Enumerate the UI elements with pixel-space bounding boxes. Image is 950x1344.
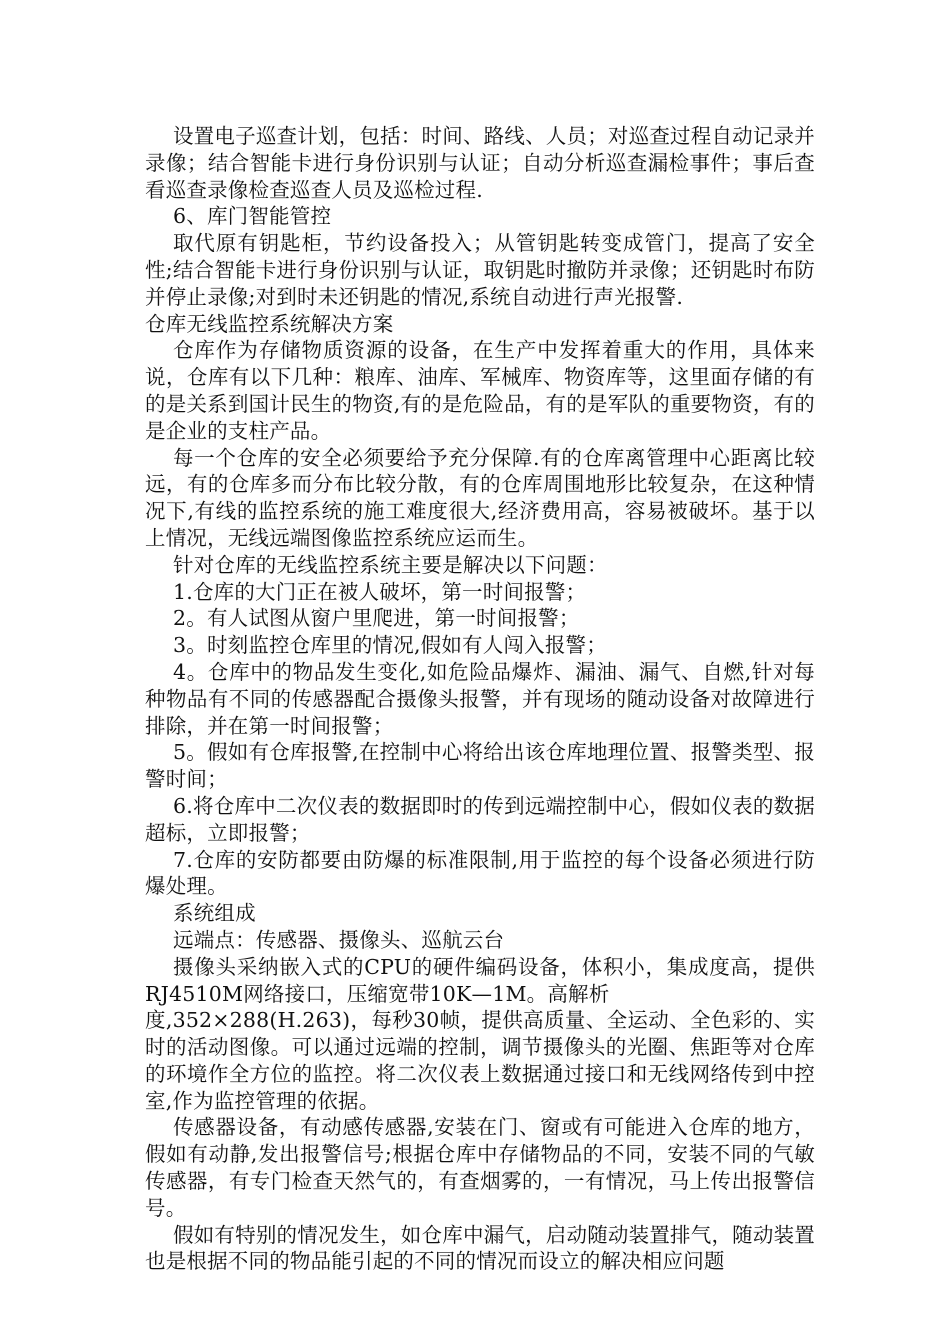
paragraph-warehouse-security: 每一个仓库的安全必须要给予充分保障.有的仓库离管理中心距离比较远，有的仓库多而分布比较分散，有的仓库周围地形比较复杂，在这种情况下,有线的监控系统的施工难度很大,经济费用高，容易被破坏。基于以上情况，无线远端图像监控系统应运而生。 [145,445,815,550]
list-item-7: 7.仓库的安防都要由防爆的标准限制,用于监控的每个设备必须进行防爆处理。 [145,847,815,899]
list-item-5: 5。假如有仓库报警,在控制中心将给出该仓库地理位置、报警类型、报警时间； [145,740,815,792]
paragraph-problems-intro: 针对仓库的无线监控系统主要是解决以下问题： [173,552,608,577]
document-body [145,123,815,1275]
paragraph-door-control: 取代原有钥匙柜，节约设备投入；从管钥匙转变成管门，提高了安全性;结合智能卡进行身份识别与认证，取钥匙时撤防并录像；还钥匙时布防并停止录像;对到时未还钥匙的情况,系统自动进行声光报警. [145,231,815,309]
paragraph-camera-2: 度,352×288(H.263)，每秒30帧，提供高质量、全运动、全色彩的、实时的活动图像。可以通过远端的控制，调节摄像头的光圈、焦距等对仓库的环境作全方位的监控。将二次仪表上数据通过接口和无线网络传到中控室,作为监控管理的依据。 [145,1008,815,1113]
paragraph-warehouse-intro: 仓库作为存储物质资源的设备，在生产中发挥着重大的作用，具体来说，仓库有以下几种：粮库、油库、军械库、物资库等，这里面存储的有的是关系到国计民生的物资,有的是危险品，有的是军队的重要物资，有的是企业的支柱产品。 [145,338,815,443]
list-item-6: 6.将仓库中二次仪表的数据即时的传到远端控制中心，假如仪表的数据超标，立即报警； [145,793,815,845]
paragraph-special-situations: 假如有特别的情况发生，如仓库中漏气，启动随动装置排气，随动装置也是根据不同的物品能引起的不同的情况而设立的解决相应问题 [145,1222,815,1274]
paragraph-patrol-plan: 设置电子巡查计划，包括：时间、路线、人员；对巡查过程自动记录并录像；结合智能卡进行身份识别与认证；自动分析巡查漏检事件；事后查看巡查录像检查巡查人员及巡检过程. [145,124,815,202]
list-item-1: 1.仓库的大门正在被人破坏，第一时间报警； [173,579,587,604]
heading-door-control: 6、库门智能管控 [173,204,332,229]
section-title: 仓库无线监控系统解决方案 [145,311,394,336]
paragraph-camera-1: 摄像头采纳嵌入式的CPU的硬件编码设备，体积小，集成度高，提供RJ4510M网络接口，压缩宽带10K—1M。高解析 [145,954,815,1006]
paragraph-sensors: 传感器设备，有动感传感器,安装在门、窗或有可能进入仓库的地方，假如有动静,发出报警信号;根据仓库中存储物品的不同，安装不同的气敏传感器，有专门检查天然气的，有查烟雾的，一有情况，马上传出报警信号。 [145,1115,815,1220]
list-item-3: 3。时刻监控仓库里的情况,假如有人闯入报警； [173,633,607,658]
heading-system-composition: 系统组成 [173,901,256,926]
list-item-2: 2。有人试图从窗户里爬进，第一时间报警； [173,606,580,631]
list-item-4: 4。仓库中的物品发生变化,如危险品爆炸、漏油、漏气、自燃,针对每种物品有不同的传感器配合摄像头报警，并有现场的随动设备对故障进行排除，并在第一时间报警； [145,659,815,738]
paragraph-remote-point: 远端点：传感器、摄像头、巡航云台 [173,927,505,952]
